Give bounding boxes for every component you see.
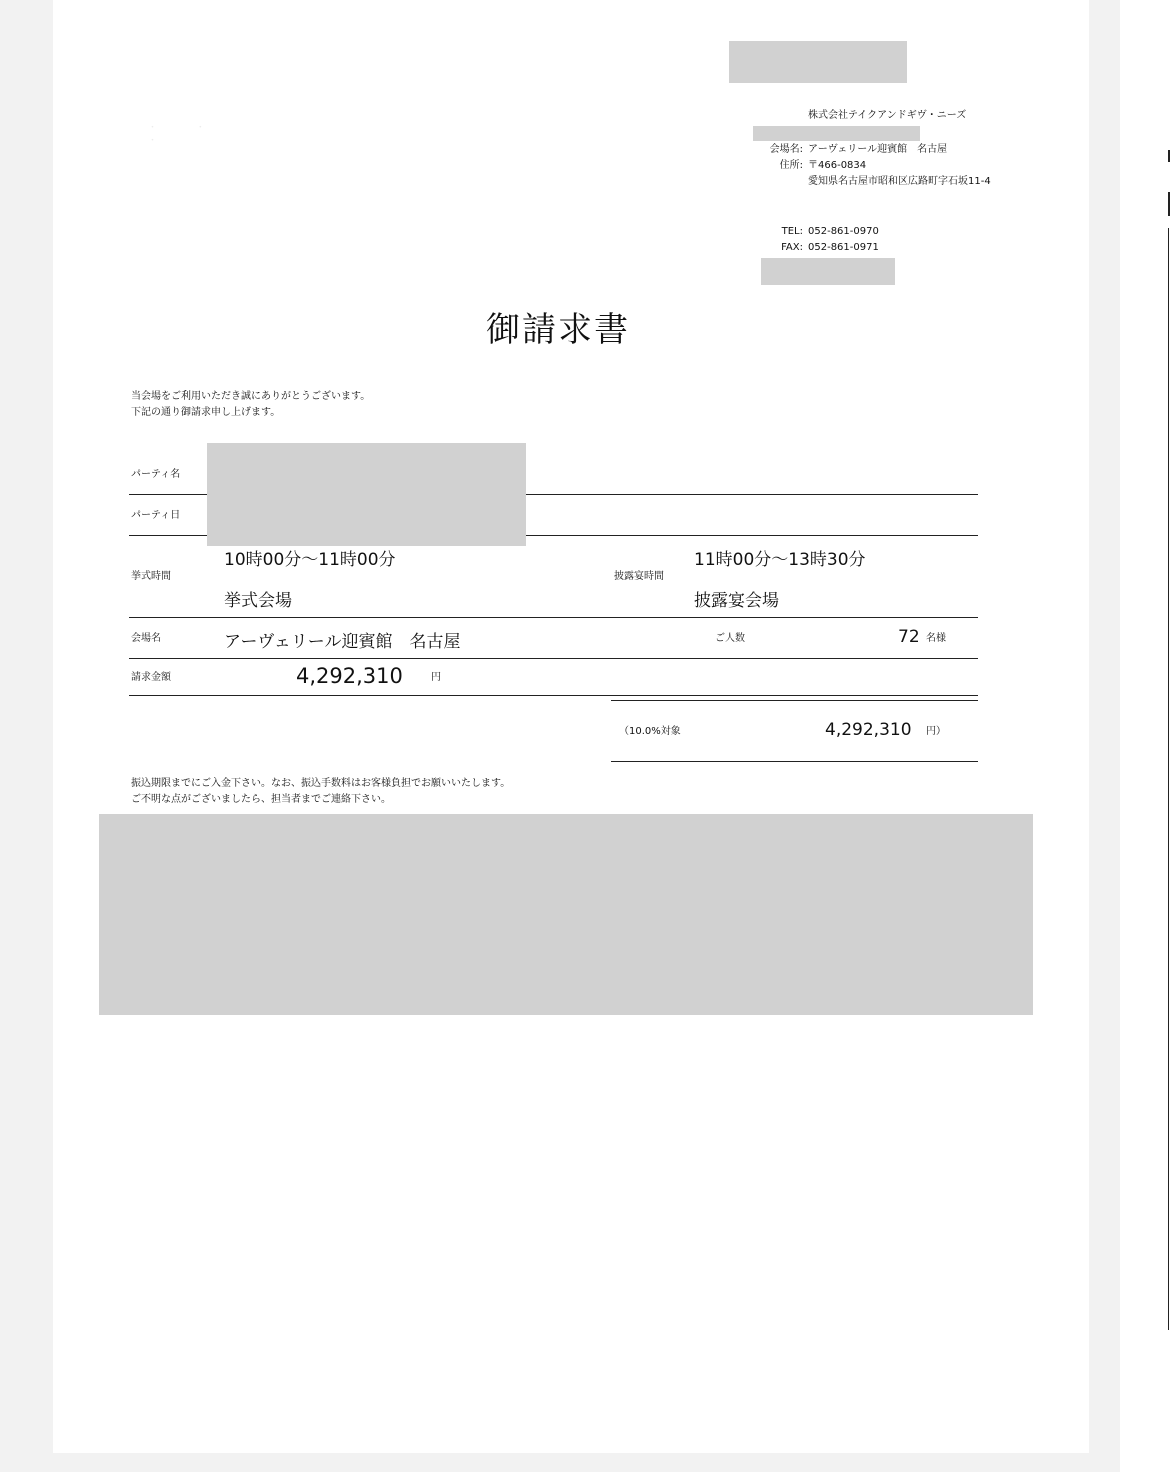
venue-name: アーヴェリール迎賓館 名古屋 [224,632,461,652]
reception-time-label: 披露宴時間 [614,571,664,582]
ceremony-time: 10時00分〜11時00分 [224,550,396,570]
sender-address-label: 住所: [779,160,803,171]
party-date-label: パーティ日 [131,510,181,521]
reception-time: 11時00分〜13時30分 [694,550,866,570]
sender-venue: アーヴェリール迎賓館 名古屋 [808,144,948,155]
redacted-block [761,258,895,285]
redacted-party-info [207,443,526,546]
amount-label: 請求金額 [131,672,171,683]
sender-tel-label: TEL: [781,226,803,237]
sender-fax-label: FAX: [781,242,803,253]
sender-venue-label: 会場名: [769,144,803,155]
ceremony-time-label: 挙式時間 [131,571,171,582]
guests-unit: 名様 [926,633,946,644]
guests-count: 72 [898,627,920,647]
sender-fax: 052-861-0971 [808,242,879,253]
amount-unit: 円 [431,672,441,683]
sender-tel: 052-861-0970 [808,226,879,237]
tax-box-top [611,700,978,701]
adjacent-page-edge [1120,0,1170,1472]
reception-venue: 披露宴会場 [694,591,779,611]
venue-label: 会場名 [131,633,161,644]
intro-line-2: 下記の通り御請求申し上げます。 [131,407,281,418]
tax-amount: 4,292,310 [825,720,912,740]
document-title: 御請求書 [486,310,630,350]
party-name-label: パーティ名 [131,469,181,480]
redacted-bank-info [99,814,1033,1015]
sender-company: 株式会社テイクアンドギヴ・ニーズ [808,110,967,121]
edge-line [1168,228,1169,1330]
redacted-block [753,126,920,141]
intro-line-1: 当会場をご利用いただき誠にありがとうございます。 [131,391,371,402]
tax-unit: 円） [926,726,946,737]
guests-label: ご人数 [715,633,745,644]
row-divider [129,695,978,696]
note-line-2: ご不明な点がございましたら、担当者までご連絡下さい。 [131,794,391,805]
row-divider [129,658,978,659]
invoice-amount: 4,292,310 [296,664,403,688]
tax-box-bottom [611,761,978,762]
redacted-block [729,41,907,83]
ceremony-venue: 挙式会場 [224,591,292,611]
sender-postal: 〒466-0834 [808,160,867,171]
tax-label: （10.0%対象 [619,726,681,737]
faint-logo: ・ ・ ・ [148,123,223,146]
note-line-1: 振込期限までにご入金下さい。なお、振込手数料はお客様負担でお願いいたします。 [131,778,511,789]
row-divider [129,617,978,618]
sender-address: 愛知県名古屋市昭和区広路町字石坂11-4 [808,176,991,187]
